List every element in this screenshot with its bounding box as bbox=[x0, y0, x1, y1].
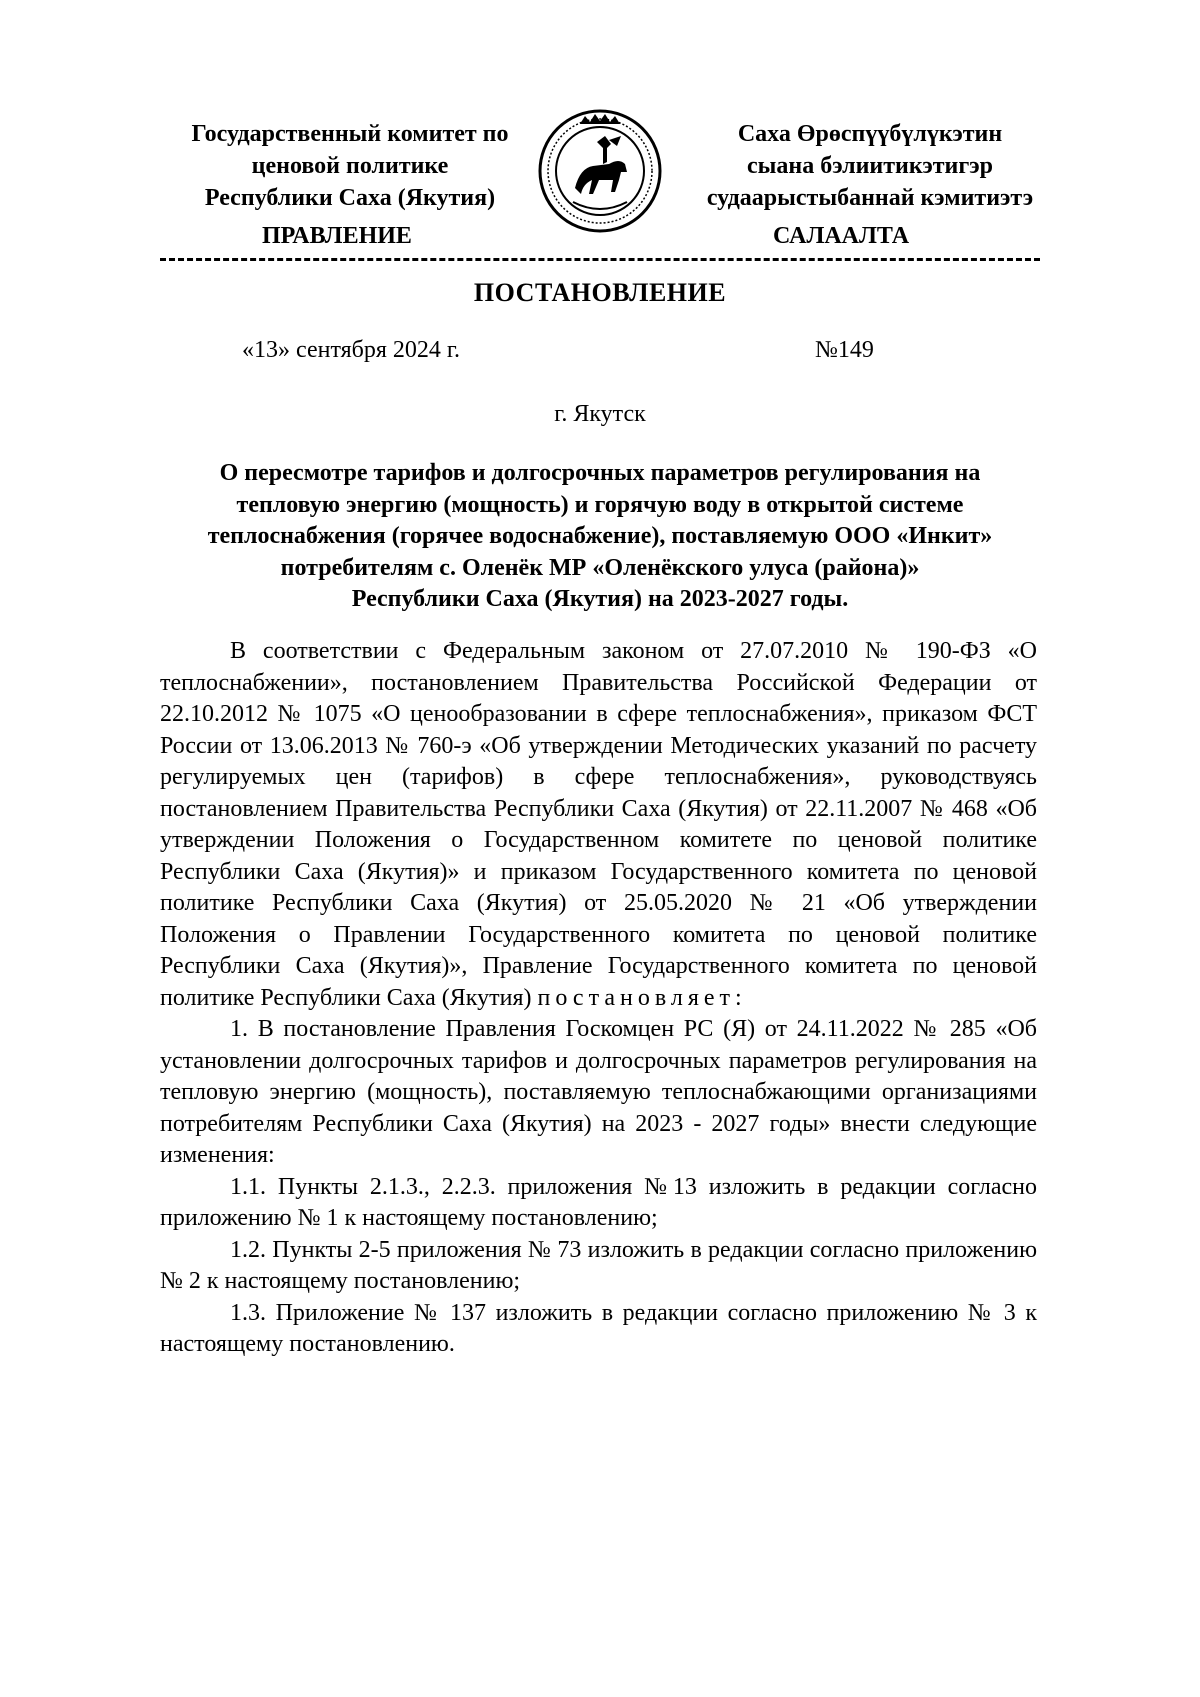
item-paragraph-1: 1. В постановление Правления Госкомцен РС (Я) от 24.11.2022 № 285 «Об установлении долгосрочных тарифов и долгосрочных параметров регулирования на тепловую энергию (мощность), поставляемую теплоснабжающими организациями потребителям Республики Саха (Якутия) на 2023 - 2027 годы» внести следующие изменения: bbox=[160, 1016, 1037, 1168]
document-body bbox=[160, 636, 1037, 1361]
title-line-1: О пересмотре тарифов и долгосрочных параметров регулирования на bbox=[219, 460, 981, 486]
committee-name-sakha-line-3: судаарыстыбаннай кэмитиэтэ bbox=[706, 185, 1034, 211]
committee-name-ru-line-1: Государственный комитет по bbox=[191, 121, 509, 147]
item-paragraph-1-3: 1.3. Приложение № 137 изложить в редакции согласно приложению № 3 к настоящему постановлению. bbox=[160, 1299, 1037, 1357]
coat-of-arms-emblem bbox=[535, 106, 665, 236]
title-line-5: Республики Саха (Якутия) на 2023-2027 годы. bbox=[351, 586, 849, 612]
committee-name-ru bbox=[140, 118, 560, 214]
item-paragraph-1-1: 1.1. Пункты 2.1.3., 2.2.3. приложения №13 изложить в редакции согласно приложению № 1 к настоящему постановлению; bbox=[160, 1173, 1037, 1231]
document-title bbox=[160, 458, 1040, 616]
committee-name-sakha-line-2: сыана бэлиитикэтигэр bbox=[746, 153, 993, 179]
item-paragraph-1-2: 1.2. Пункты 2-5 приложения № 73 изложить в редакции согласно приложению № 2 к настоящему постановлению; bbox=[160, 1236, 1037, 1294]
title-line-4: потребителям с. Оленёк МР «Оленёкского улуса (района)» bbox=[280, 554, 920, 581]
committee-name-sakha-line-1: Саха Өрөспүүбүлүкэтин bbox=[737, 121, 1003, 147]
document-number: №149 bbox=[815, 337, 874, 363]
preamble-text: В соответствии с Федеральным законом от 27.07.2010 № 190-ФЗ «О теплоснабжении», постановлением Правительства Российской Федерации от 22.10.2012 № 1075 «О ценообразовании в сфере теплоснабжения», приказом ФСТ России от 13.06.2013 № 760-э «Об утверждении Методических указаний по расчету регулируемых цен (тарифов) в сфере теплоснабжения», руководствуясь постановлением Правительства Республики Саха (Якутия) от 22.11.2007 № 468 «Об утверждении Положения о Государственном комитете по ценовой политике Республики Саха (Якутия)» и приказом Государственного комитета по ценовой политике Республики Саха (Якутия) от 25.05.2020 № 21 «Об утверждении Положения о Правлении Государственного комитета по ценовой политике Республики Саха (Якутия)», Правление Государственного комитета по ценовой политике Республики Саха (Якутия) bbox=[160, 638, 1037, 1011]
title-line-2: тепловую энергию (мощность) и горячую воду в открытой системе bbox=[236, 491, 964, 518]
committee-name-ru-line-2: ценовой политике bbox=[251, 153, 449, 179]
header-divider bbox=[160, 258, 1040, 261]
preamble-verb: постановляет: bbox=[537, 984, 747, 1011]
title-line-3: теплоснабжения (горячее водоснабжение), поставляемую ООО «Инкит» bbox=[207, 523, 993, 549]
document-type: ПОСТАНОВЛЕНИЕ bbox=[473, 278, 727, 307]
board-label-sakha: САЛААЛТА bbox=[773, 223, 910, 249]
committee-name-ru-line-3: Республики Саха (Якутия) bbox=[204, 185, 496, 211]
document-city: г. Якутск bbox=[554, 401, 646, 427]
document-date: «13» сентября 2024 г. bbox=[242, 337, 461, 363]
committee-name-sakha bbox=[660, 118, 1080, 214]
preamble-paragraph bbox=[160, 636, 1037, 1014]
board-label-ru: ПРАВЛЕНИЕ bbox=[262, 223, 412, 249]
